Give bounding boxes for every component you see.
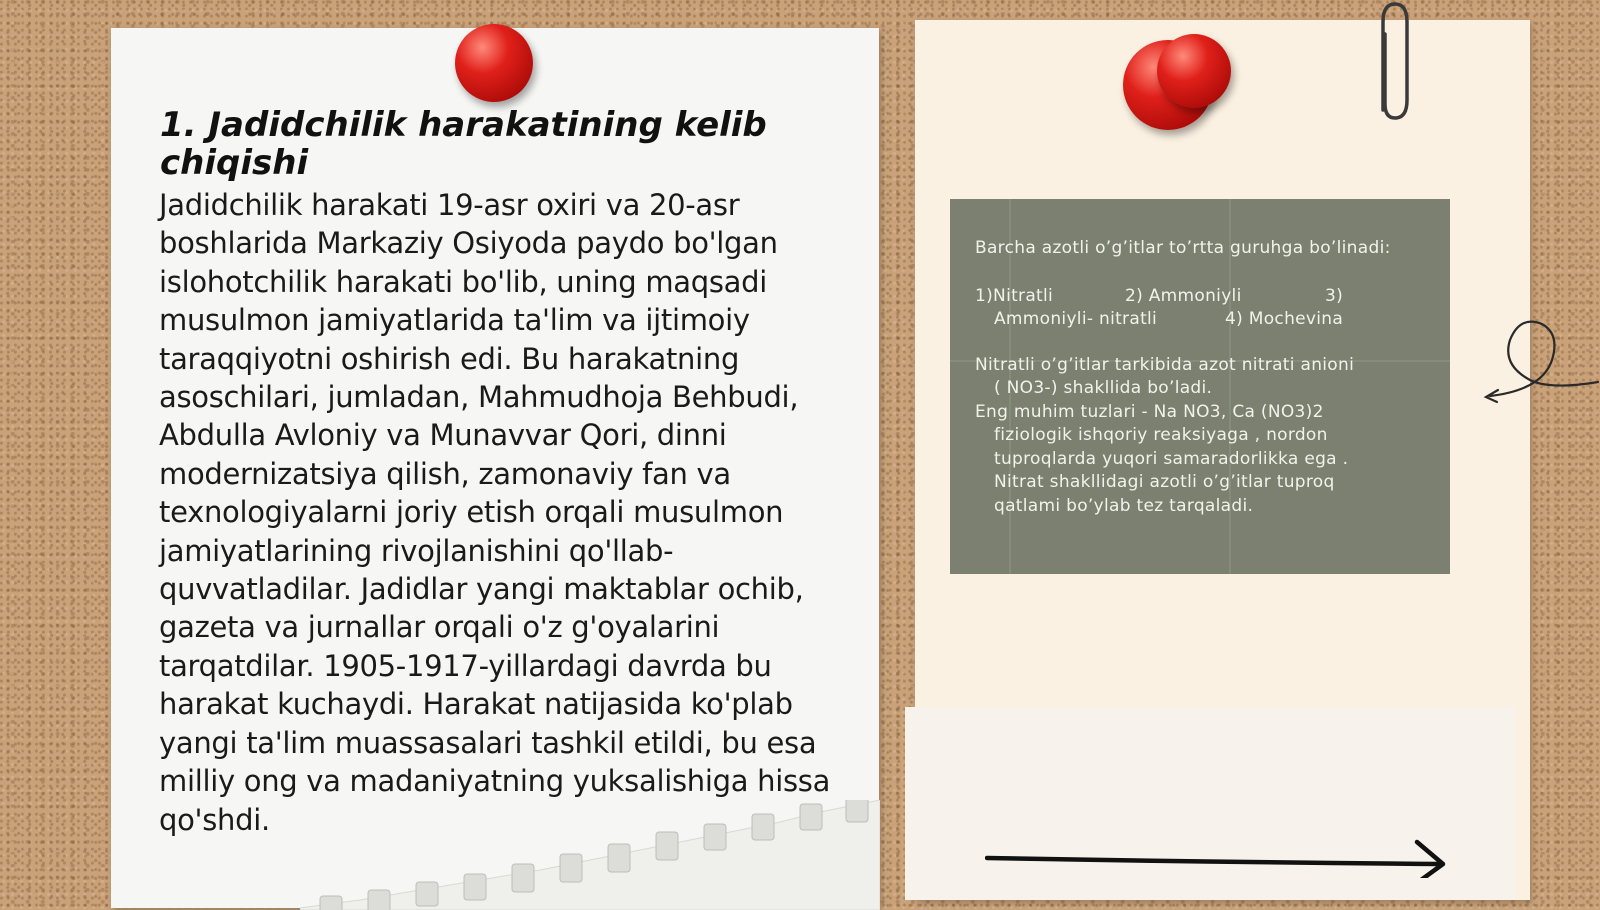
- option-3-cont: Ammoniyli- nitratli: [994, 309, 1158, 329]
- options-row: [975, 285, 1426, 309]
- arrow-icon: [985, 838, 1450, 878]
- para2-line5: qatlami bo’ylab tez tarqaladi.: [994, 495, 1254, 516]
- para2-line3: tuproqlarda yuqori samaradorlikka ega .: [994, 448, 1349, 469]
- option-4: 4) Mochevina: [1225, 309, 1344, 329]
- para2-line2: fiziologik ishqoriy reaksiyaga , nordon: [994, 425, 1328, 445]
- curl-arrow-icon: [1480, 310, 1600, 410]
- left-note-heading: 1. Jadidchilik harakatining kelib chiqishi: [160, 105, 767, 183]
- paper-clip-icon: [1375, 0, 1415, 125]
- option-1: 1)Nitratli: [975, 285, 1054, 306]
- fertilizer-info-box: [950, 199, 1450, 574]
- para1-line2: ( NO3-) shakllida bo’ladi.: [994, 378, 1213, 398]
- push-pin-icon: [455, 24, 533, 102]
- intro-text: Barcha azotli o’g’itlar to’rtta guruhga bo’linadi:: [975, 238, 1391, 258]
- push-pin-icon: [1157, 34, 1231, 108]
- left-note-body: Jadidchilik harakati 19-asr oxiri va 20-asr boshlarida Markaziy Osiyoda paydo bo'lgan islohotchilik harakati bo'lib, uning maqsadi musulmon jamiyatlarida ta'lim va ijtimoiy taraqqiyotni oshirish edi. Bu harakatning asoschilari, jumladan, Mahmudhoja Behbudi, Abdulla Avloniy va Munavvar Qori, dinni modernizatsiya qilish, zamonaviy fan va texnologiyalarni joriy etish orqali musulmon jamiyatlarining rivojlanishini qo'llab-quvvatladilar. Jadidlar yangi maktablar ochib, gazeta va jurnallar orqali o'z g'oyalarini tarqatdilar. 1905-1917-yillardagi davrda bu harakat kuchaydi. Harakat natijasida ko'plab yangi ta'lim muassasalari tashkil etildi, bu esa milliy ong va madaniyatning yuksalishiga hissa qo'shdi.: [159, 188, 831, 837]
- para2-line1: Eng muhim tuzlari - Na NO3, Ca (NO3)2: [975, 401, 1324, 422]
- para2-line4: Nitrat shakllidagi azotli o’g’itlar tuproq: [994, 472, 1335, 492]
- options-row-2: [975, 308, 1426, 332]
- option-2: 2) Ammoniyli: [1125, 285, 1242, 306]
- para1-line1: Nitratli o’g’itlar tarkibida azot nitrati anioni: [975, 354, 1355, 375]
- option-3: 3): [1325, 285, 1344, 306]
